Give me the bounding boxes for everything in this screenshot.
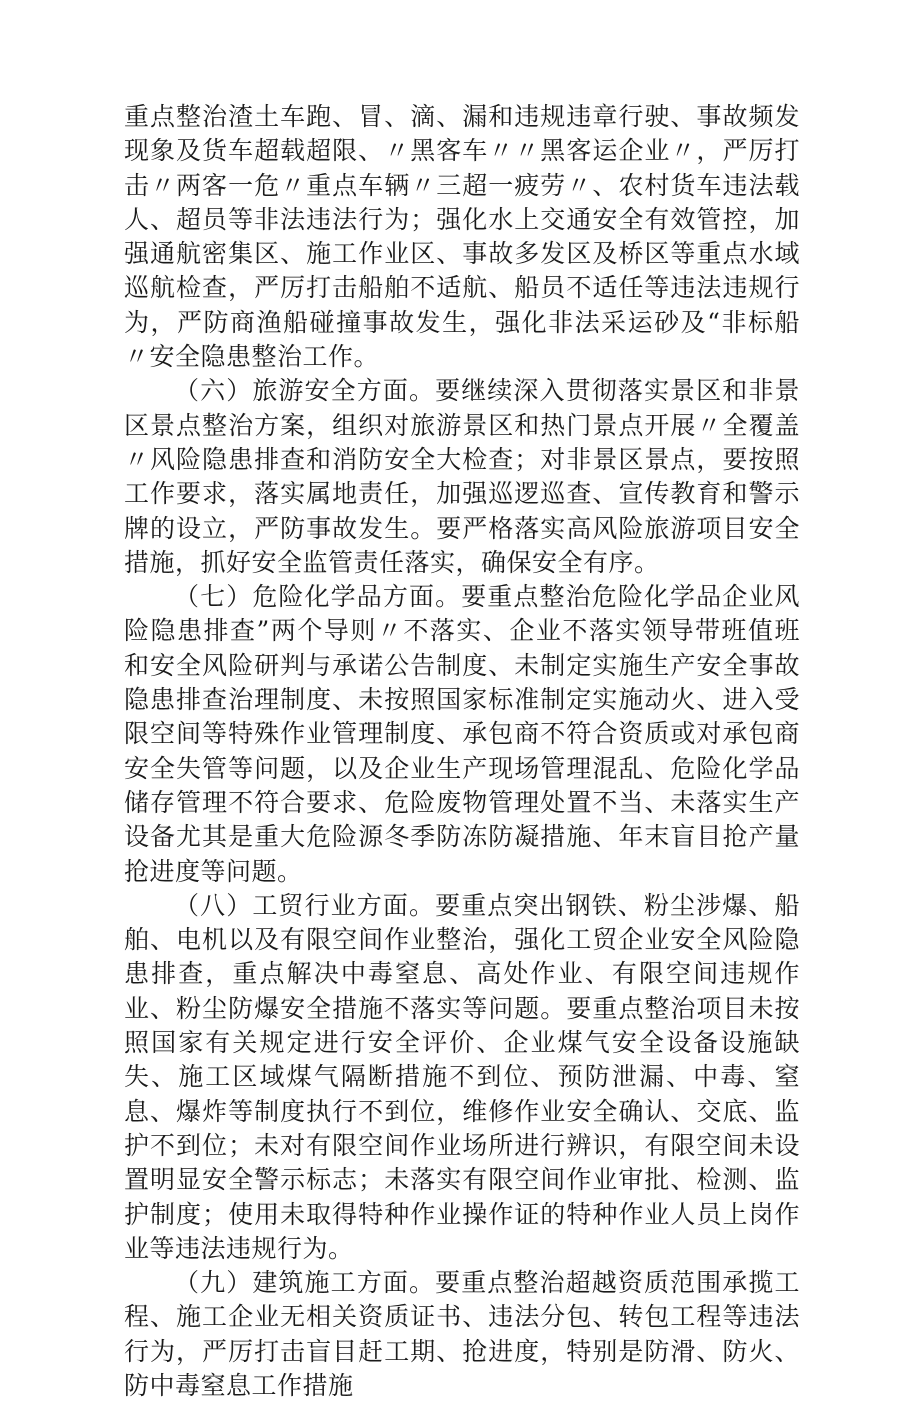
paragraph-industry-trade: （八）工贸行业方面。要重点突出钢铁、粉尘涉爆、船舶、电机以及有限空间作业整治，强化工贸企业安全风险隐患排查，重点解决中毒窒息、高处作业、有限空间违规作业、粉尘防爆安全措施不落实等问题。要重点整治项目未按照国家有关规定进行安全评价、企业煤气安全设备设施缺失、施工区域煤气隔断措施不到位、预防泄漏、中毒、窒息、爆炸等制度执行不到位，维修作业安全确认、交底、监护不到位；未对有限空间作业场所进行辨识，有限空间未设置明显安全警示标志；未落实有限空间作业审批、检测、监护制度；使用未取得特种作业操作证的特种作业人员上岗作业等违法违规行为。	[124, 890, 800, 1263]
document-body	[124, 100, 800, 1403]
paragraph-tourism-safety: （六）旅游安全方面。要继续深入贯彻落实景区和非景区景点整治方案，组织对旅游景区和热门景点开展〃全覆盖〃风险隐患排查和消防安全大检查；对非景区景点，要按照工作要求，落实属地责任，加强巡逻巡查、宣传教育和警示牌的设立，严防事故发生。要严格落实高风险旅游项目安全措施，抓好安全监管责任落实，确保安全有序。	[124, 376, 800, 577]
paragraph-hazardous-chemicals: （七）危险化学品方面。要重点整治危险化学品企业风险隐患排查”两个导则〃不落实、企业不落实领导带班值班和安全风险研判与承诺公告制度、未制定实施生产安全事故隐患排查治理制度、未按照国家标准制定实施动火、进入受限空间等特殊作业管理制度、承包商不符合资质或对承包商安全失管等问题，以及企业生产现场管理混乱、危险化学品储存管理不符合要求、危险废物管理处置不当、未落实生产设备尤其是重大危险源冬季防冻防凝措施、年末盲目抢产量抢进度等问题。	[124, 582, 800, 886]
paragraph-construction: （九）建筑施工方面。要重点整治超越资质范围承揽工程、施工企业无相关资质证书、违法分包、转包工程等违法行为，严厉打击盲目赶工期、抢进度，特别是防滑、防火、防中毒窒息工作措施	[124, 1268, 800, 1400]
paragraph-traffic-continued: 重点整治渣土车跑、冒、滴、漏和违规违章行驶、事故频发现象及货车超载超限、〃黑客车〃〃黑客运企业〃，严厉打击〃两客一危〃重点车辆〃三超一疲劳〃、农村货车违法载人、超员等非法违法行为；强化水上交通安全有效管控，加强通航密集区、施工作业区、事故多发区及桥区等重点水域巡航检查，严厉打击船舶不适航、船员不适任等违法违规行为，严防商渔船碰撞事故发生，强化非法采运砂及“非标船〃安全隐患整治工作。	[124, 102, 800, 372]
